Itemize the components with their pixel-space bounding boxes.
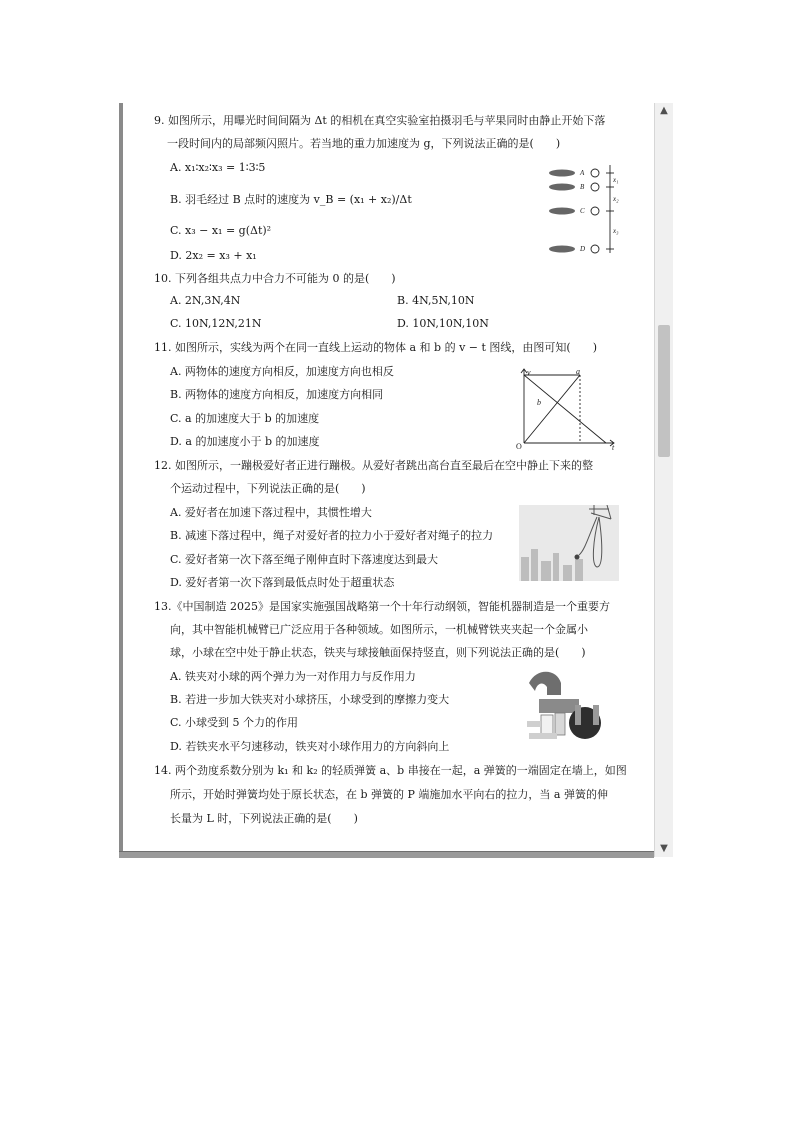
feather-apple-strobe-figure (542, 161, 627, 259)
q10-option-c: C. 10N,12N,21N (170, 317, 262, 330)
q14-stem-line-3: 长量为 L 时，下列说法正确的是( ) (170, 812, 358, 825)
q12-option-a: A. 爱好者在加速下落过程中，其惯性增大 (170, 506, 372, 519)
q11-option-b: B. 两物体的速度方向相反，加速度方向相同 (170, 388, 384, 401)
q11-option-a: A. 两物体的速度方向相反，加速度方向也相反 (170, 365, 394, 378)
q13-option-b: B. 若进一步加大铁夹对小球挤压，小球受到的摩擦力变大 (170, 693, 450, 706)
scrollbar-thumb[interactable] (658, 325, 670, 457)
q13-stem-line-2: 向，其中智能机械臂已广泛应用于各种领域。如图所示，一机械臂铁夹夹起一个金属小 (170, 623, 588, 636)
q12-stem-line-2: 个运动过程中，下列说法正确的是( ) (170, 482, 366, 495)
q9-option-d: D. 2x₂ = x₃ + x₁ (170, 249, 257, 262)
bungee-jump-photo (519, 505, 619, 581)
scroll-down-arrow-icon[interactable]: ▼ (660, 843, 668, 854)
q9-option-c: C. x₃ − x₁ = g(Δt)² (170, 224, 272, 237)
apple-icon (591, 207, 599, 215)
jumper-icon (575, 555, 580, 560)
q10-option-a: A. 2N,3N,4N (170, 294, 241, 307)
apple-icon (591, 169, 599, 177)
feather-icon (549, 208, 575, 215)
v-t-graph-figure (514, 365, 619, 450)
q11-option-d: D. a 的加速度小于 b 的加速度 (170, 435, 320, 448)
svg-text:v: v (527, 368, 531, 377)
q9-option-a: A. x₁∶x₂∶x₃ = 1∶3∶5 (170, 161, 266, 174)
feather-icon (549, 246, 575, 253)
svg-text:O: O (516, 442, 522, 450)
document-viewer (119, 103, 672, 857)
q13-option-d: D. 若铁夹水平匀速移动，铁夹对小球作用力的方向斜向上 (170, 740, 450, 753)
q13-option-c: C. 小球受到 5 个力的作用 (170, 716, 299, 729)
svg-text:B: B (580, 183, 585, 191)
q12-option-b: B. 减速下落过程中，绳子对爱好者的拉力小于爱好者对绳子的拉力 (170, 529, 494, 542)
q13-stem-line-1: 13.《中国制造 2025》是国家实施强国战略第一个十年行动纲领，智能机器制造是一个重要方 (154, 600, 610, 613)
feather-icon (549, 184, 575, 191)
q14-stem-line-1: 14. 两个劲度系数分别为 k₁ 和 k₂ 的轻质弹簧 a、b 串接在一起，a 弹簧的一端固定在墙上，如图 (154, 764, 627, 777)
q9-stem-line-1: 9. 如图所示，用曝光时间间隔为 Δt 的相机在真空实验室拍摄羽毛与苹果同时由静止开始下落 (154, 114, 606, 127)
q10-option-b: B. 4N,5N,10N (397, 294, 475, 307)
apple-icon (591, 245, 599, 253)
page-content[interactable] (119, 103, 654, 851)
q11-option-c: C. a 的加速度大于 b 的加速度 (170, 412, 320, 425)
q14-stem-line-2: 所示，开始时弹簧均处于原长状态，在 b 弹簧的 P 端施加水平向右的拉力，当 a 弹簧的伸 (170, 788, 608, 801)
q12-option-d: D. 爱好者第一次下落到最低点时处于超重状态 (170, 576, 395, 589)
svg-text:A: A (580, 169, 585, 177)
feather-icon (549, 170, 575, 177)
q13-option-a: A. 铁夹对小球的两个弹力为一对作用力与反作用力 (170, 670, 416, 683)
q13-stem-line-3: 球，小球在空中处于静止状态，铁夹与球接触面保持竖直，则下列说法正确的是( ) (170, 646, 586, 659)
apple-icon (591, 183, 599, 191)
q9-option-b: B. 羽毛经过 B 点时的速度为 v_B = (x₁ + x₂)/Δt (170, 193, 412, 206)
q10-option-d: D. 10N,10N,10N (397, 317, 489, 330)
scroll-up-arrow-icon[interactable]: ▲ (660, 105, 668, 116)
q11-stem: 11. 如图所示，实线为两个在同一直线上运动的物体 a 和 b 的 v − t 图线，由图可知( ) (154, 341, 597, 354)
svg-text:a: a (576, 367, 580, 376)
svg-text:t: t (612, 443, 615, 450)
svg-text:x₂: x₂ (613, 195, 619, 203)
q12-stem-line-1: 12. 如图所示，一蹦极爱好者正进行蹦极。从爱好者跳出高台直至最后在空中静止下来的整 (154, 459, 593, 472)
q10-stem: 10. 下列各组共点力中合力不可能为 0 的是( ) (154, 272, 396, 285)
svg-text:b: b (537, 398, 541, 407)
svg-text:x₁: x₁ (613, 176, 619, 184)
vertical-scrollbar[interactable] (654, 103, 673, 857)
svg-text:D: D (580, 245, 586, 253)
svg-text:C: C (580, 207, 585, 215)
svg-text:x₃: x₃ (613, 227, 619, 235)
robot-arm-clamp-photo (519, 665, 615, 747)
q12-option-c: C. 爱好者第一次下落至绳子刚伸直时下落速度达到最大 (170, 553, 439, 566)
viewer-bottom-border (119, 851, 654, 858)
q9-stem-line-2: 一段时间内的局部频闪照片。若当地的重力加速度为 g，下列说法正确的是( ) (167, 137, 561, 150)
